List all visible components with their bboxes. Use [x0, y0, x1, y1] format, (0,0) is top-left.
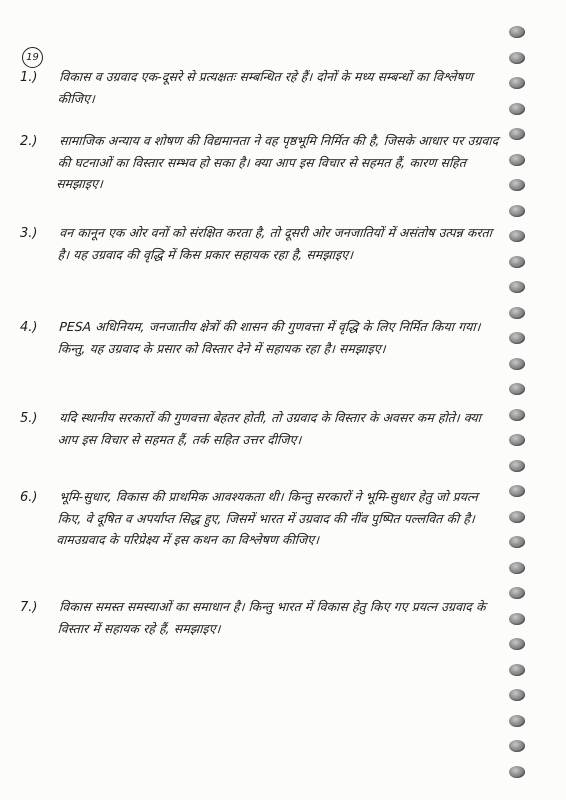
binding-hole: [509, 638, 525, 650]
binding-hole: [509, 689, 525, 701]
binding-hole: [509, 409, 525, 421]
question-number: 1.): [20, 70, 38, 85]
spiral-binding-holes: [509, 26, 531, 786]
binding-hole: [509, 103, 525, 115]
binding-hole: [509, 383, 525, 395]
binding-hole: [509, 536, 525, 548]
question-5: [20, 407, 500, 450]
binding-hole: [509, 205, 525, 217]
question-number: 5.): [20, 411, 38, 426]
binding-hole: [509, 332, 525, 344]
binding-hole: [509, 587, 525, 599]
question-4: [20, 316, 500, 359]
binding-hole: [509, 154, 525, 166]
question-number: 7.): [20, 600, 38, 615]
binding-hole: [509, 562, 525, 574]
question-7: [20, 596, 500, 639]
binding-hole: [509, 281, 525, 293]
binding-hole: [509, 307, 525, 319]
binding-hole: [509, 511, 525, 523]
binding-hole: [509, 485, 525, 497]
question-number: 2.): [20, 134, 38, 149]
binding-hole: [509, 77, 525, 89]
binding-hole: [509, 128, 525, 140]
question-2: [20, 130, 500, 195]
question-text: सामाजिक अन्याय व शोषण की विद्यमानता ने वह पृष्ठभूमि निर्मित की है, जिसके आधार पर उग्रवाद की घटनाओं का विस्तार सम्भव हो सका है। क्या आप इस विचार से सहमत हैं, कारण सहित समझाइए।: [55, 133, 499, 191]
question-3: [20, 222, 500, 265]
binding-hole: [509, 26, 525, 38]
question-text: भूमि-सुधार, विकास की प्राथमिक आवश्यकता थी। किन्तु सरकारों ने भूमि-सुधार हेतु जो प्रयत्न किए, वे दूषित व अपर्याप्त सिद्ध हुए, जिसमें भारत में उग्रवाद की नींव पुष्पित पल्लवित की है। वामउग्रवाद के परिप्रेक्ष्य में इस कथन का विश्लेषण कीजिए।: [55, 489, 479, 547]
binding-hole: [509, 179, 525, 191]
binding-hole: [509, 613, 525, 625]
binding-hole: [509, 715, 525, 727]
question-6: [20, 486, 500, 551]
question-text: वन कानून एक ओर वनों को संरक्षित करता है, तो दूसरी ओर जनजातियों में असंतोष उत्पन्न करता है। यह उग्रवाद की वृद्धि में किस प्रकार सहायक रहा है, समझाइए।: [57, 225, 493, 262]
page-number: 19: [22, 47, 43, 68]
binding-hole: [509, 740, 525, 752]
question-number: 6.): [20, 490, 38, 505]
binding-hole: [509, 766, 525, 778]
binding-hole: [509, 52, 525, 64]
binding-hole: [509, 358, 525, 370]
binding-hole: [509, 664, 525, 676]
question-number: 4.): [20, 320, 38, 335]
question-1: [20, 66, 500, 109]
question-number: 3.): [20, 226, 38, 241]
question-text: विकास व उग्रवाद एक-दूसरे से प्रत्यक्षतः सम्बन्धित रहे हैं। दोनों के मध्य सम्बन्धों का विश्लेषण कीजिए।: [57, 69, 474, 106]
binding-hole: [509, 230, 525, 242]
binding-hole: [509, 256, 525, 268]
binding-hole: [509, 434, 525, 446]
question-text: विकास समस्त समस्याओं का समाधान है। किन्तु भारत में विकास हेतु किए गए प्रयत्न उग्रवाद के विस्तार में सहायक रहे हैं, समझाइए।: [57, 599, 487, 636]
binding-hole: [509, 460, 525, 472]
question-text: यदि स्थानीय सरकारों की गुणवत्ता बेहतर होती, तो उग्रवाद के विस्तार के अवसर कम होते। क्या आप इस विचार से सहमत हैं, तर्क सहित उत्तर दीजिए।: [57, 410, 482, 447]
question-text: PESA अधिनियम, जनजातीय क्षेत्रों की शासन की गुणवत्ता में वृद्धि के लिए निर्मित किया गया। किन्तु, यह उग्रवाद के प्रसार को विस्तार देने में सहायक रहा है। समझाइए।: [57, 319, 482, 356]
